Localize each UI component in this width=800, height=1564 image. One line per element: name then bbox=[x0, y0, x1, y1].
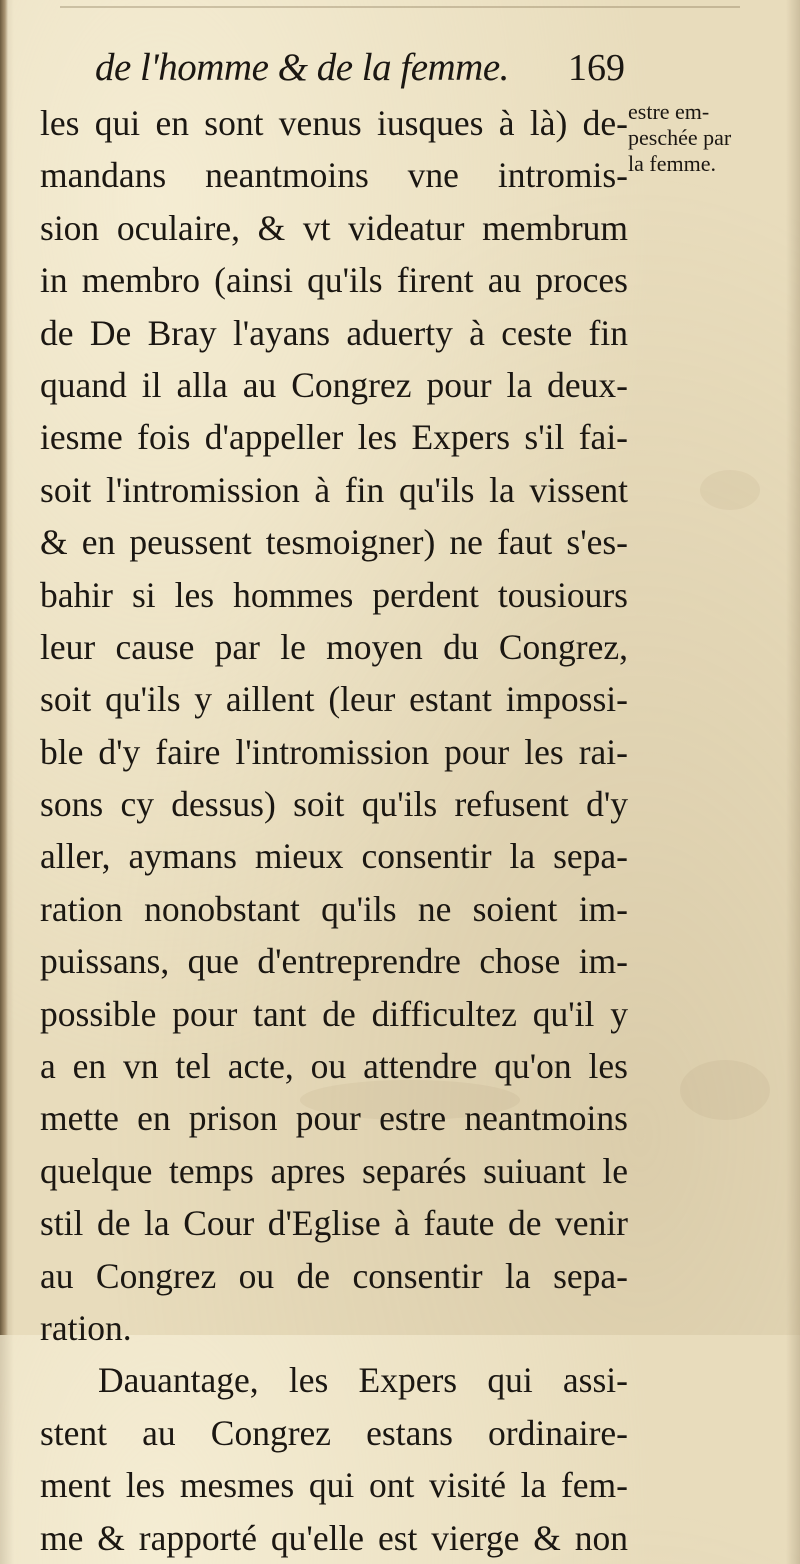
text-line: mette en prison pour estre neantmoins bbox=[40, 1098, 628, 1139]
text-line: bahir si les hommes perdent tousiours bbox=[40, 574, 628, 615]
text-line: leur cause par le moyen du Congrez, bbox=[40, 626, 628, 667]
text-line: de De Bray l'ayans aduerty à ceste fin bbox=[40, 312, 628, 353]
text-line: a en vn tel acte, ou attendre qu'on les bbox=[40, 1046, 628, 1087]
text-line: ment les mesmes qui ont visité la fem- bbox=[40, 1465, 628, 1506]
text-line: quand il alla au Congrez pour la deux- bbox=[40, 364, 628, 405]
text-line: mandans neantmoins vne intromis- bbox=[40, 155, 628, 196]
margin-note-line: peschée par bbox=[628, 125, 732, 150]
text-line: ration. bbox=[40, 1307, 132, 1348]
text-line: & en peussent tesmoigner) ne faut s'es- bbox=[40, 522, 628, 563]
text-line: aller, aymans mieux consentir la sepa- bbox=[40, 836, 628, 877]
text-line: sons cy dessus) soit qu'ils refusent d'y bbox=[40, 784, 628, 825]
body-text bbox=[40, 97, 628, 1564]
running-head bbox=[95, 42, 625, 92]
text-line: possible pour tant de difficultez qu'il y bbox=[40, 993, 628, 1034]
paper-stain bbox=[700, 470, 760, 510]
running-title: de l'homme & de la femme. bbox=[95, 46, 509, 89]
margin-note-line: estre em- bbox=[628, 99, 710, 124]
paper-stain bbox=[680, 1060, 770, 1120]
text-line: ble d'y faire l'intromission pour les rai- bbox=[40, 731, 628, 772]
text-line: in membro (ainsi qu'ils firent au proces bbox=[40, 260, 628, 301]
margin-note-line: la femme. bbox=[628, 151, 716, 176]
text-line: iesme fois d'appeller les Expers s'il fai- bbox=[40, 417, 628, 458]
text-line: quelque temps apres separés suiuant le bbox=[40, 1150, 628, 1191]
text-line: me & rapporté qu'elle est vierge & non bbox=[40, 1517, 628, 1558]
text-line: soit l'intromission à fin qu'ils la vissent bbox=[40, 469, 628, 510]
text-line: les qui en sont venus iusques à là) de- bbox=[40, 103, 628, 143]
top-edge-shadow bbox=[60, 6, 740, 8]
text-line: stil de la Cour d'Eglise à faute de venir bbox=[40, 1203, 628, 1244]
margin-note bbox=[628, 99, 788, 177]
text-line: ration nonobstant qu'ils ne soient im- bbox=[40, 888, 628, 929]
binding-edge bbox=[0, 0, 8, 1335]
text-line: stent au Congrez estans ordinaire- bbox=[40, 1412, 628, 1453]
text-line: puissans, que d'entreprendre chose im- bbox=[40, 941, 628, 982]
text-line: au Congrez ou de consentir la sepa- bbox=[40, 1255, 628, 1296]
page-number: 169 bbox=[568, 47, 625, 89]
text-line: Dauantage, les Expers qui assi- bbox=[98, 1360, 628, 1401]
text-line: sion oculaire, & vt videatur membrum bbox=[40, 207, 628, 248]
text-line: soit qu'ils y aillent (leur estant impossi- bbox=[40, 679, 628, 720]
